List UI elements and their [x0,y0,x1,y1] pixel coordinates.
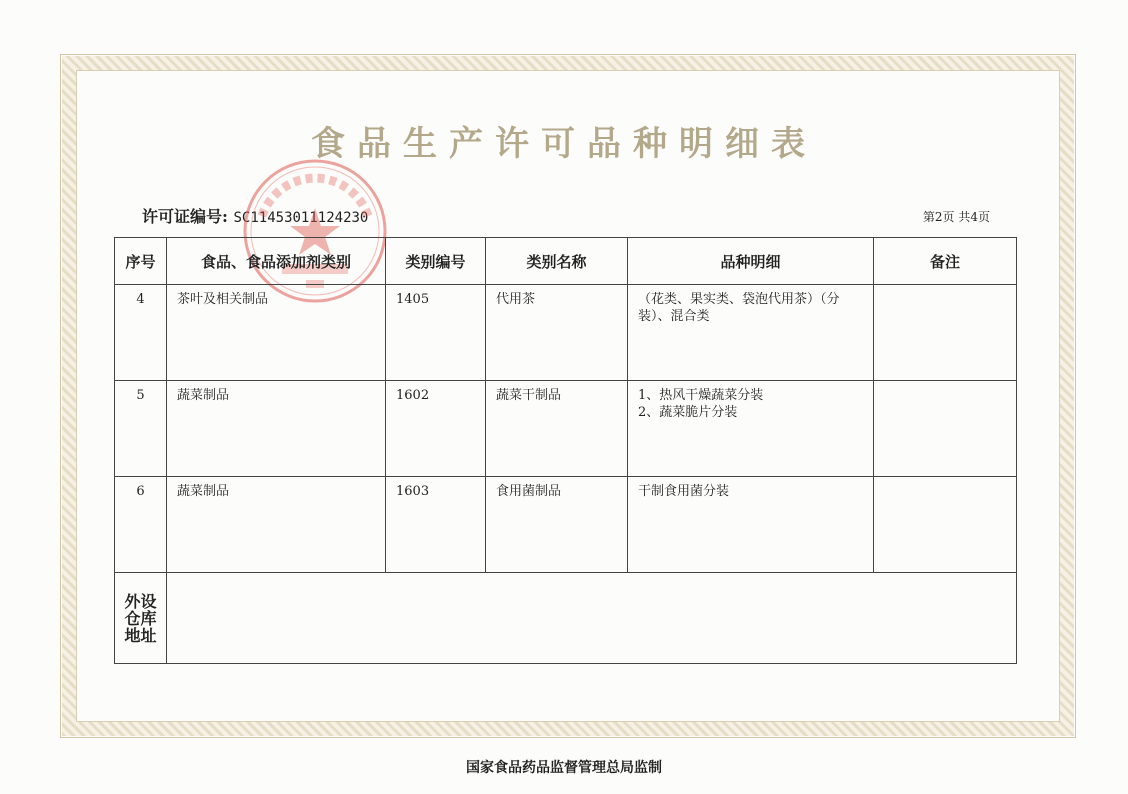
header-code: 类别编号 [386,238,486,285]
cell-code: 1603 [386,477,486,573]
cell-seq: 6 [115,477,167,573]
cell-name: 代用茶 [486,285,628,381]
cell-note [874,381,1017,477]
header-detail: 品种明细 [628,238,874,285]
cell-detail: （花类、果实类、袋泡代用茶）（分装）、混合类 [628,285,874,381]
pagination: 第2页 共4页 [922,210,990,224]
license-label: 许可证编号: [142,207,228,226]
cell-code: 1405 [386,285,486,381]
warehouse-row [115,573,1017,664]
header-name: 类别名称 [486,238,628,285]
header-note: 备注 [874,238,1017,285]
cell-category: 蔬菜制品 [167,477,386,573]
cell-note [874,477,1017,573]
cell-detail: 干制食用菌分装 [628,477,874,573]
document-title: 食品生产许可品种明细表 [311,124,817,164]
cell-detail: 1、热风干燥蔬菜分装 2、蔬菜脆片分装 [628,381,874,477]
cell-seq: 5 [115,381,167,477]
cell-category: 蔬菜制品 [167,381,386,477]
license-number: SC11453011124230 [233,210,369,226]
cell-note [874,285,1017,381]
variety-details-table [114,237,1017,664]
warehouse-address [167,573,1017,664]
cell-category: 茶叶及相关制品 [167,285,386,381]
table-row [115,285,1017,381]
table-row [115,381,1017,477]
warehouse-label: 外设仓库地址 [115,573,167,664]
cell-name: 蔬菜干制品 [486,381,628,477]
table-row [115,477,1017,573]
cell-seq: 4 [115,285,167,381]
cell-code: 1602 [386,381,486,477]
header-seq: 序号 [115,238,167,285]
header-category: 食品、食品添加剂类别 [167,238,386,285]
cell-name: 食用菌制品 [486,477,628,573]
table-header-row [115,238,1017,285]
footer-issuer: 国家食品药品监督管理总局监制 [466,760,662,776]
